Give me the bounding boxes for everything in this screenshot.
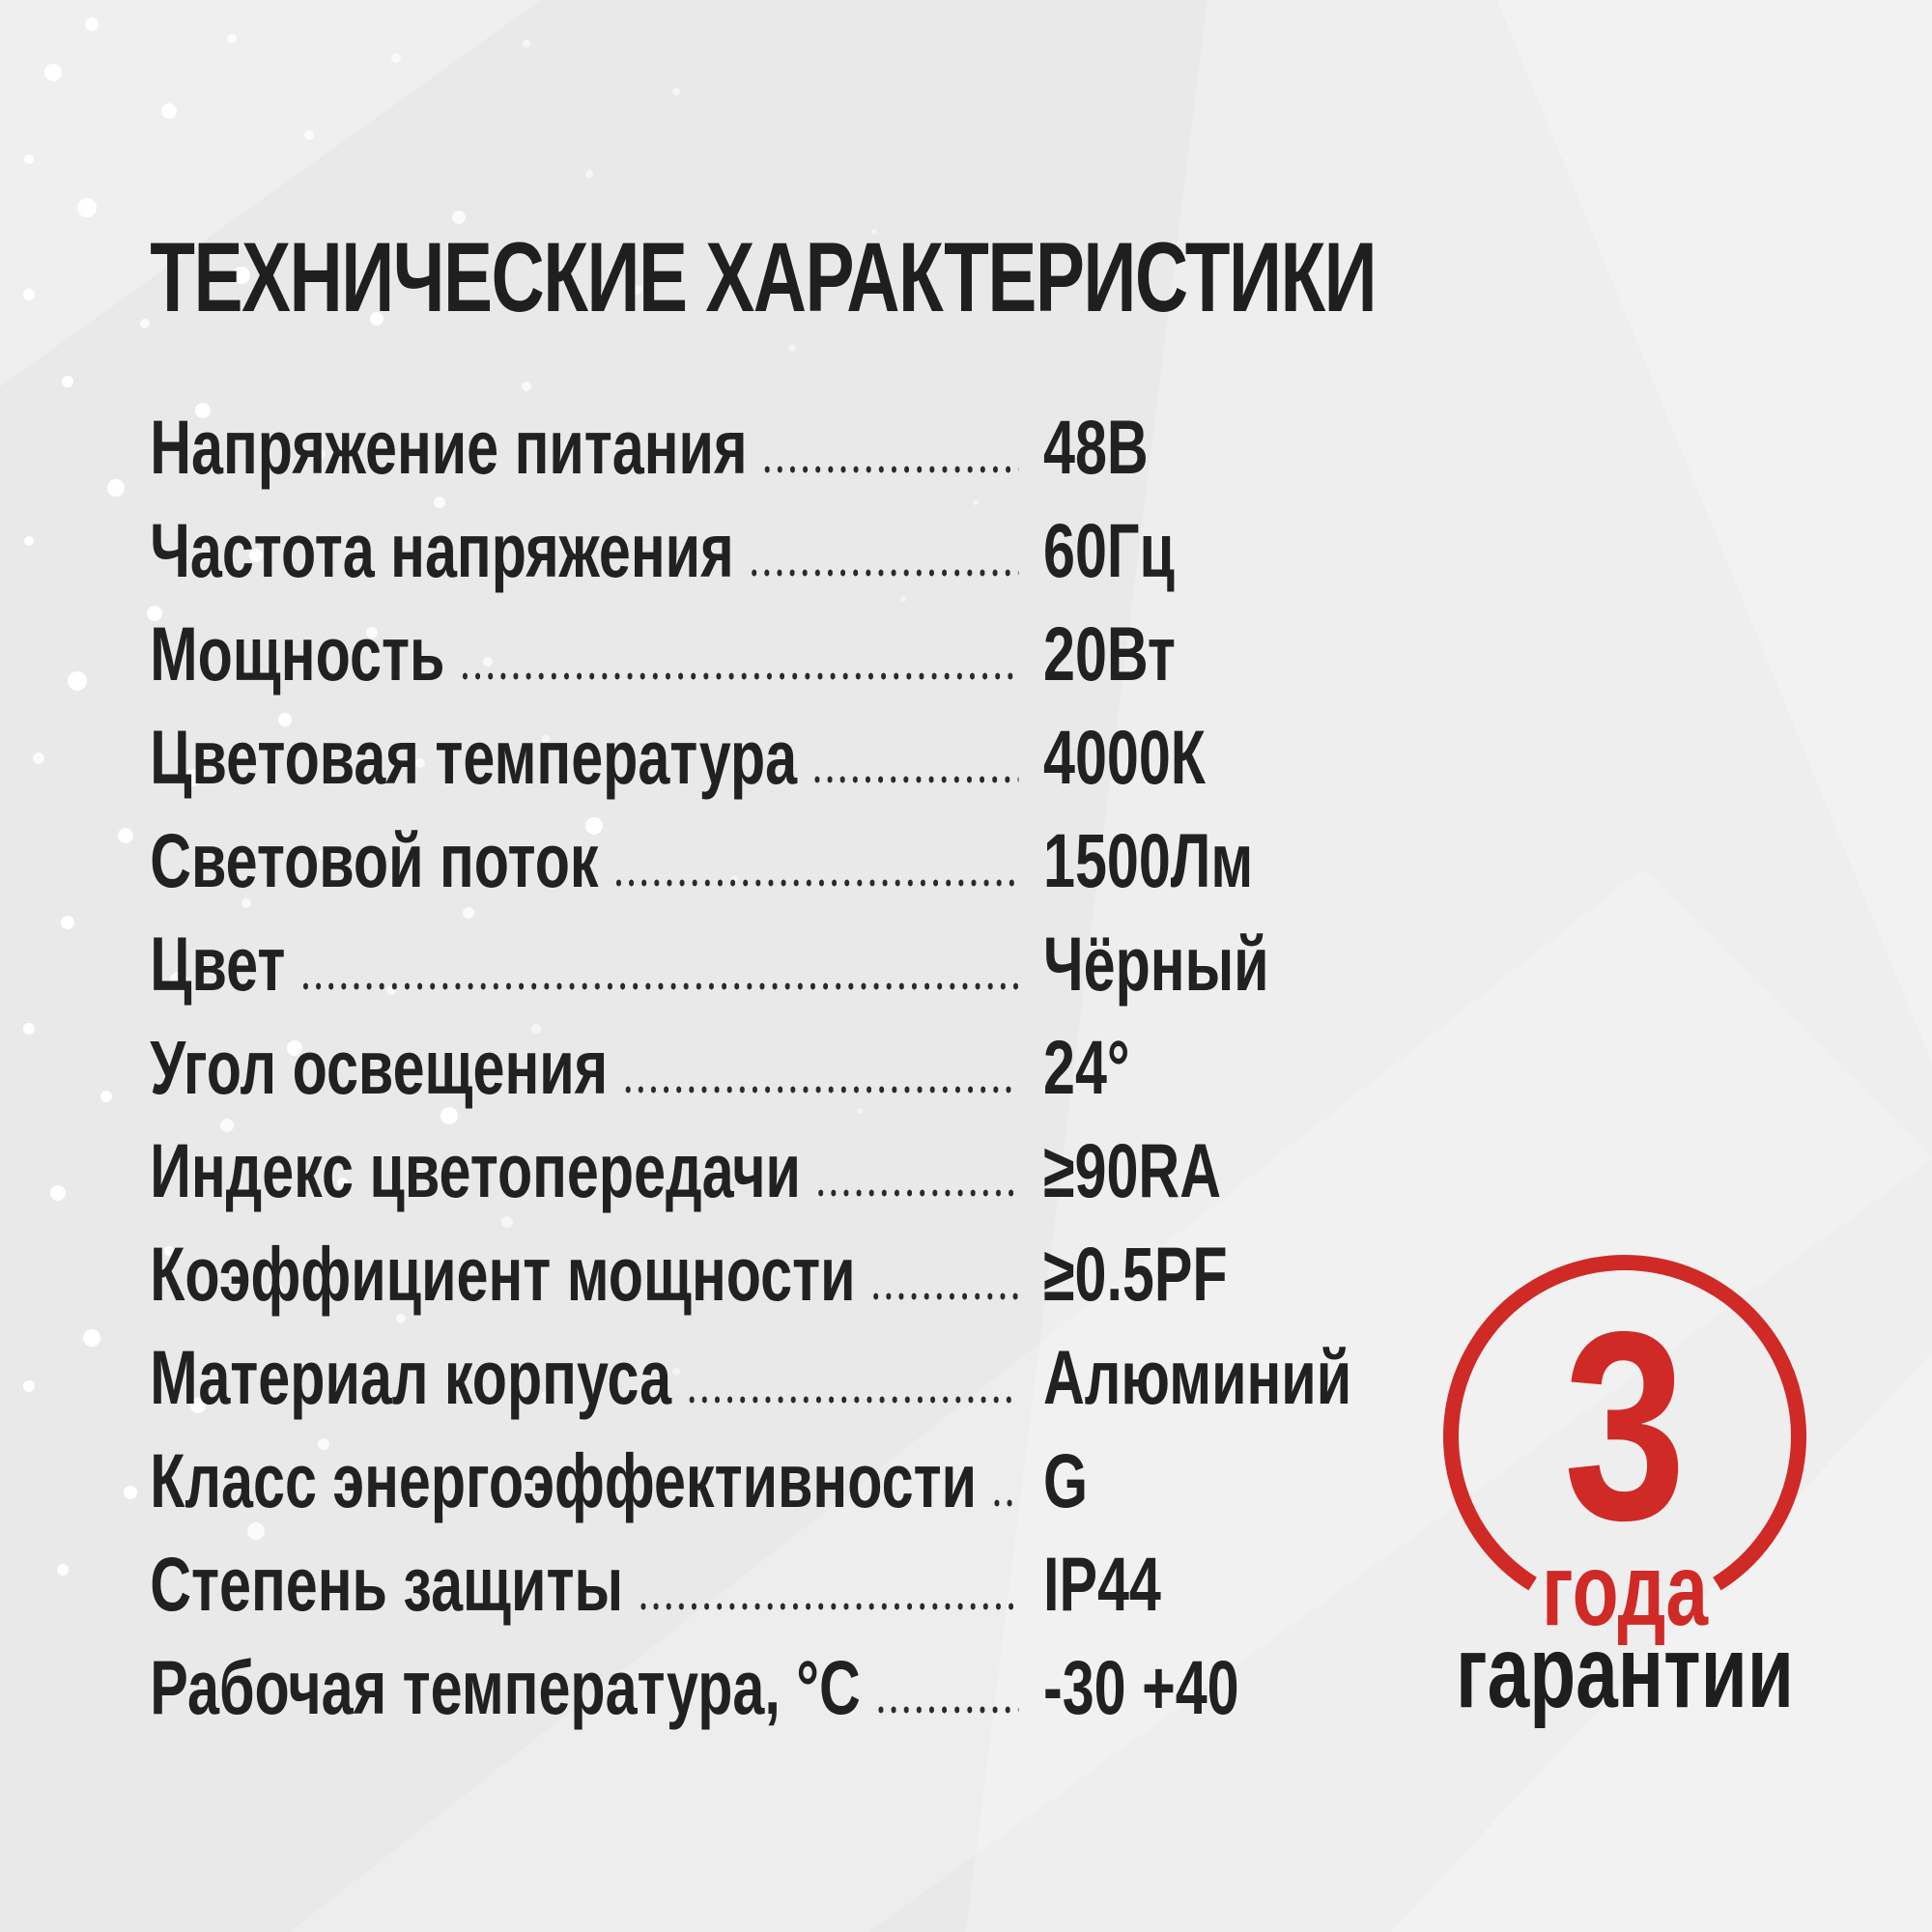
spec-value: IP44 <box>1043 1541 1161 1627</box>
spec-label: Материал корпуса <box>150 1334 672 1420</box>
spec-value: 48В <box>1043 404 1149 490</box>
dot-leader <box>818 1189 1019 1197</box>
spec-label: Световой поток <box>150 817 599 903</box>
dot-leader <box>873 1293 1019 1300</box>
spec-value: G <box>1043 1437 1089 1523</box>
warranty-number: 3 <box>1563 1275 1687 1576</box>
dot-leader <box>625 1086 1018 1094</box>
warranty-badge <box>1391 1236 1864 1797</box>
spec-label: Степень защиты <box>150 1541 624 1627</box>
spec-label: Цвет <box>150 921 286 1007</box>
page-title: ТЕХНИЧЕСКИЕ ХАРАКТЕРИСТИКИ <box>150 222 1377 332</box>
dot-leader <box>878 1706 1019 1714</box>
spec-value: 1500Лм <box>1043 817 1254 903</box>
dot-leader <box>616 879 1019 887</box>
dot-leader <box>814 776 1018 783</box>
spec-row <box>150 1024 1816 1132</box>
spec-label: Коэффициент мощности <box>150 1231 856 1317</box>
spec-value: Алюминий <box>1043 1334 1352 1420</box>
spec-row <box>150 611 1816 719</box>
dot-leader <box>640 1603 1018 1610</box>
spec-row <box>150 714 1816 822</box>
spec-label: Индекс цветопередачи <box>150 1127 801 1213</box>
dot-leader <box>752 569 1019 577</box>
spec-row <box>150 921 1816 1029</box>
spec-value: ≥90RA <box>1043 1127 1222 1213</box>
dot-leader <box>689 1396 1018 1404</box>
dot-leader <box>302 982 1018 990</box>
spec-value: 20Вт <box>1043 611 1176 696</box>
spec-value: 4000К <box>1043 714 1206 800</box>
spec-value: 24° <box>1043 1024 1130 1110</box>
spec-label: Угол освещения <box>150 1024 609 1110</box>
spec-value: 60Гц <box>1043 507 1175 593</box>
dot-leader <box>994 1499 1018 1507</box>
spec-label: Напряжение питания <box>150 404 748 490</box>
spec-value: ≥0.5PF <box>1043 1231 1228 1317</box>
dot-leader <box>462 672 1018 680</box>
spec-value: Чёрный <box>1043 921 1269 1007</box>
spec-label: Частота напряжения <box>150 507 734 593</box>
warranty-text-label: гарантии <box>1455 1615 1795 1729</box>
dot-leader <box>765 466 1019 473</box>
spec-label: Мощность <box>150 611 445 696</box>
spec-label: Цветовая температура <box>150 714 798 800</box>
spec-row <box>150 507 1816 615</box>
spec-label: Рабочая температура, °С <box>150 1644 861 1730</box>
spec-value: -30 +40 <box>1043 1644 1239 1730</box>
spec-label: Класс энергоэффективности <box>150 1437 978 1523</box>
spec-row <box>150 1127 1816 1236</box>
warranty-years-label: года <box>1542 1533 1708 1647</box>
spec-row <box>150 404 1816 512</box>
spec-row <box>150 817 1816 925</box>
